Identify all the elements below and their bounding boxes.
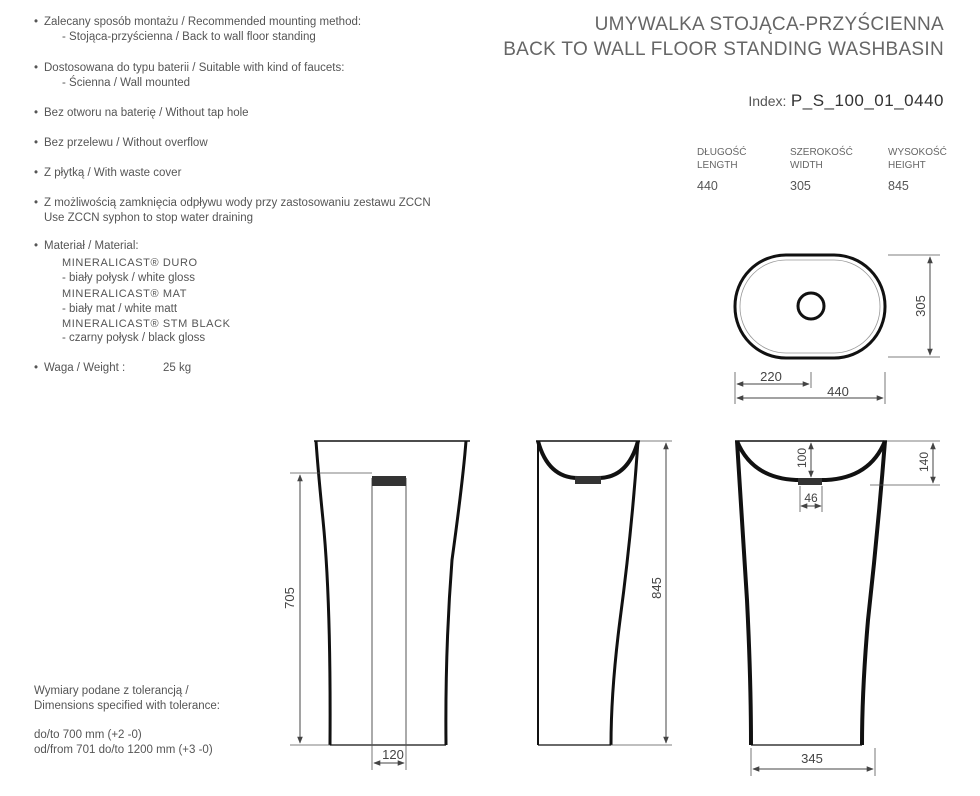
- spec-mounting-label: Zalecany sposób montażu / Recommended mounting method:: [44, 16, 362, 28]
- spec-waste-text: Z płytką / With waste cover: [44, 167, 182, 179]
- waste-pipe: [372, 476, 406, 486]
- side-view: [282, 441, 470, 770]
- material-finish-duro: - biały połysk / white gloss: [62, 272, 195, 284]
- spec-weight-label: Waga / Weight :: [44, 362, 126, 374]
- spec-mounting-value: - Stojąca-przyścienna / Back to wall floor standing: [62, 31, 316, 43]
- section-drain: [798, 478, 822, 485]
- index-label: Index:: [748, 93, 787, 109]
- bullet: •: [34, 197, 39, 209]
- spec-material-label: Materiał / Material:: [44, 240, 139, 252]
- index-value: P_S_100_01_0440: [790, 91, 944, 110]
- dim-width-pl: SZEROKOŚĆ: [790, 147, 853, 158]
- bullet: •: [34, 107, 39, 119]
- front-bowl-curve: [538, 441, 638, 478]
- spec-faucet-value: - Ścienna / Wall mounted: [62, 77, 191, 89]
- tolerance-line1: Wymiary podane z tolerancją /: [34, 685, 189, 697]
- front-drain: [575, 476, 601, 484]
- material-name-duro: MINERALICAST® DURO: [62, 257, 198, 269]
- section-left-wall: [737, 441, 751, 745]
- bullet: •: [34, 362, 39, 374]
- tolerance-line4: od/from 701 do/to 1200 mm (+3 -0): [34, 744, 213, 756]
- dim-length-value: 440: [697, 179, 718, 193]
- bullet: •: [34, 16, 39, 28]
- product-title-pl: UMYWALKA STOJĄCA-PRZYŚCIENNA: [594, 14, 944, 35]
- tolerance-line2: Dimensions specified with tolerance:: [34, 700, 221, 712]
- dim-label-845: 845: [649, 577, 664, 599]
- material-finish-stm-black: - czarny połysk / black gloss: [62, 332, 206, 344]
- dim-label-140: 140: [917, 451, 931, 473]
- dim-label-120: 120: [382, 747, 404, 762]
- dim-label-705: 705: [282, 587, 297, 609]
- material-name-mat: MINERALICAST® MAT: [62, 288, 188, 300]
- tolerance-line3: do/to 700 mm (+2 -0): [34, 729, 142, 741]
- spec-faucet-label: Dostosowana do typu baterii / Suitable with kind of faucets:: [44, 62, 345, 74]
- spec-zccn-line2: Use ZCCN syphon to stop water draining: [44, 212, 254, 224]
- material-name-stm-black: MINERALICAST® STM BLACK: [62, 318, 231, 330]
- bullet: •: [34, 240, 39, 252]
- spec-tap-hole-text: Bez otworu na baterię / Without tap hole: [44, 107, 249, 119]
- side-front-curve: [316, 441, 330, 745]
- dim-label-100: 100: [795, 447, 809, 469]
- spec-weight-value: 25 kg: [163, 362, 192, 374]
- section-right-wall: [862, 441, 885, 745]
- top-view: [735, 255, 940, 404]
- drain-icon: [798, 293, 824, 319]
- front-view: [536, 441, 672, 745]
- product-title-en: BACK TO WALL FLOOR STANDING WASHBASIN: [503, 39, 944, 60]
- section-view: [735, 441, 940, 776]
- bullet: •: [34, 137, 39, 149]
- side-back-curve: [446, 441, 466, 745]
- dim-height-value: 845: [888, 179, 909, 193]
- dim-height-en: HEIGHT: [888, 160, 926, 171]
- spec-zccn-line1: Z możliwością zamknięcia odpływu wody przy zastosowaniu zestawu ZCCN: [44, 197, 431, 209]
- dim-label-46: 46: [804, 491, 818, 505]
- dim-width-en: WIDTH: [790, 160, 823, 171]
- dim-label-305: 305: [913, 295, 928, 317]
- dim-length-pl: DŁUGOŚĆ: [697, 147, 747, 158]
- dim-label-345: 345: [801, 751, 823, 766]
- dim-height-pl: WYSOKOŚĆ: [888, 147, 947, 158]
- bullet: •: [34, 167, 39, 179]
- dim-label-440: 440: [827, 384, 849, 399]
- material-finish-mat: - biały mat / white matt: [62, 303, 178, 315]
- spec-overflow-text: Bez przelewu / Without overflow: [44, 137, 208, 149]
- dim-label-220: 220: [760, 369, 782, 384]
- front-back-curve: [611, 441, 638, 745]
- bullet: •: [34, 62, 39, 74]
- dim-length-en: LENGTH: [697, 160, 738, 171]
- dim-width-value: 305: [790, 179, 811, 193]
